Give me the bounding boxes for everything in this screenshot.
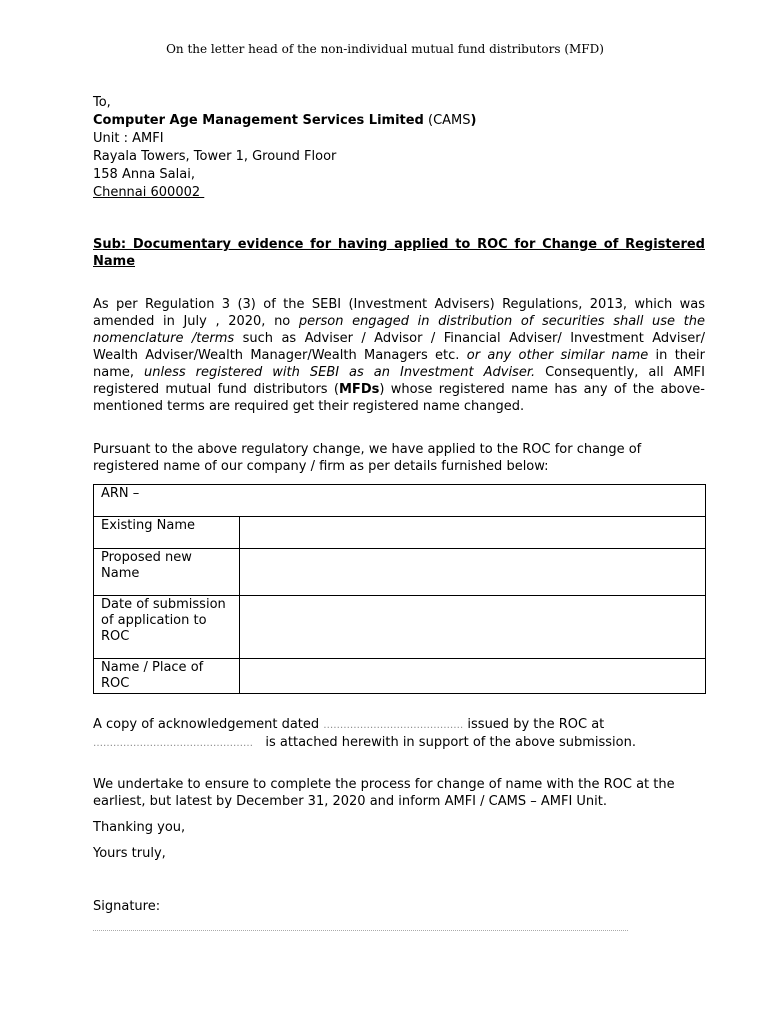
letterhead-note: On the letter head of the non-individual mutual fund distributors (MFD) — [166, 42, 604, 56]
signature-label: Signature: — [93, 899, 161, 914]
company-name-bold: Computer Age Management Services Limited — [93, 113, 424, 128]
row-label-existing-name: Existing Name — [94, 517, 240, 549]
company-name — [93, 112, 476, 130]
para1-bold-mfds: MFDs — [339, 382, 380, 397]
para3-text-1: A copy of acknowledgement dated — [93, 717, 324, 732]
closing-thanks: Thanking you, — [93, 820, 186, 835]
ack-date-blank[interactable]: …………………………………… — [323, 720, 464, 731]
company-abbr: (CAMS — [423, 113, 471, 128]
address-city: Chennai 600002 — [93, 185, 205, 200]
arn-field[interactable]: ARN – — [94, 485, 706, 517]
company-abbr-close: ) — [470, 113, 477, 128]
closing-yours: Yours truly, — [93, 846, 166, 861]
row-label-roc-place: Name / Place of ROC — [94, 659, 240, 694]
details-table — [93, 484, 706, 694]
address-line2: 158 Anna Salai, — [93, 167, 195, 182]
submission-date-field[interactable] — [240, 596, 706, 659]
proposed-name-field[interactable] — [240, 549, 706, 596]
para1-text-5: ) whose registered name has any of the above-mentioned terms are required get their registered name changed. — [93, 382, 705, 414]
para1-text-2: such as Adviser / Advisor / Financial Adviser/ Investment Adviser/ Wealth Adviser/Wealth Manager/Wealth Managers etc. — [93, 331, 705, 363]
address-unit: Unit : AMFI — [93, 131, 164, 146]
signature-line[interactable] — [93, 930, 628, 931]
table-row — [94, 549, 706, 596]
table-row-arn — [94, 485, 706, 517]
para1-italic-1: person engaged in distribution of securities shall use the nomenclature /terms — [93, 314, 706, 346]
roc-place-field[interactable] — [240, 659, 706, 694]
para1-italic-2: or any other similar name — [466, 348, 649, 363]
recipient-address — [93, 94, 476, 202]
subject-line: Sub: Documentary evidence for having applied to ROC for Change of Registered Name — [93, 237, 705, 269]
para1-italic-3: unless registered with SEBI as an Investment Adviser. — [144, 365, 536, 380]
body-paragraph-pursuant: Pursuant to the above regulatory change, we have applied to the ROC for change of registered name of our company / firm as per details furnished below: — [93, 442, 642, 474]
para1-text-4: Consequently, all AMFI registered mutual fund distributors ( — [93, 365, 705, 397]
row-label-submission-date: Date of submission of application to ROC — [94, 596, 240, 659]
salutation-to: To, — [93, 95, 111, 110]
body-paragraph-acknowledgement — [93, 716, 705, 752]
body-paragraph-regulation — [93, 296, 705, 415]
table-row — [94, 596, 706, 659]
table-row — [94, 517, 706, 549]
table-row — [94, 659, 706, 694]
address-line1: Rayala Towers, Tower 1, Ground Floor — [93, 149, 337, 164]
row-label-proposed-name: Proposed new Name — [94, 549, 240, 596]
para1-text-3: in their name, — [93, 348, 705, 380]
para3-text-2: issued by the ROC at — [463, 717, 605, 732]
existing-name-field[interactable] — [240, 517, 706, 549]
roc-location-blank[interactable]: ………………………………………… — [93, 738, 253, 749]
para1-text-1: As per Regulation 3 (3) of the SEBI (Investment Advisers) Regulations, 2013, which was amended in July , 2020, no — [93, 297, 705, 329]
body-paragraph-undertaking: We undertake to ensure to complete the process for change of name with the ROC at the earliest, but latest by December 31, 2020 and inform AMFI / CAMS – AMFI Unit. — [93, 777, 675, 809]
para3-text-3: is attached herewith in support of the above submission. — [253, 735, 636, 750]
